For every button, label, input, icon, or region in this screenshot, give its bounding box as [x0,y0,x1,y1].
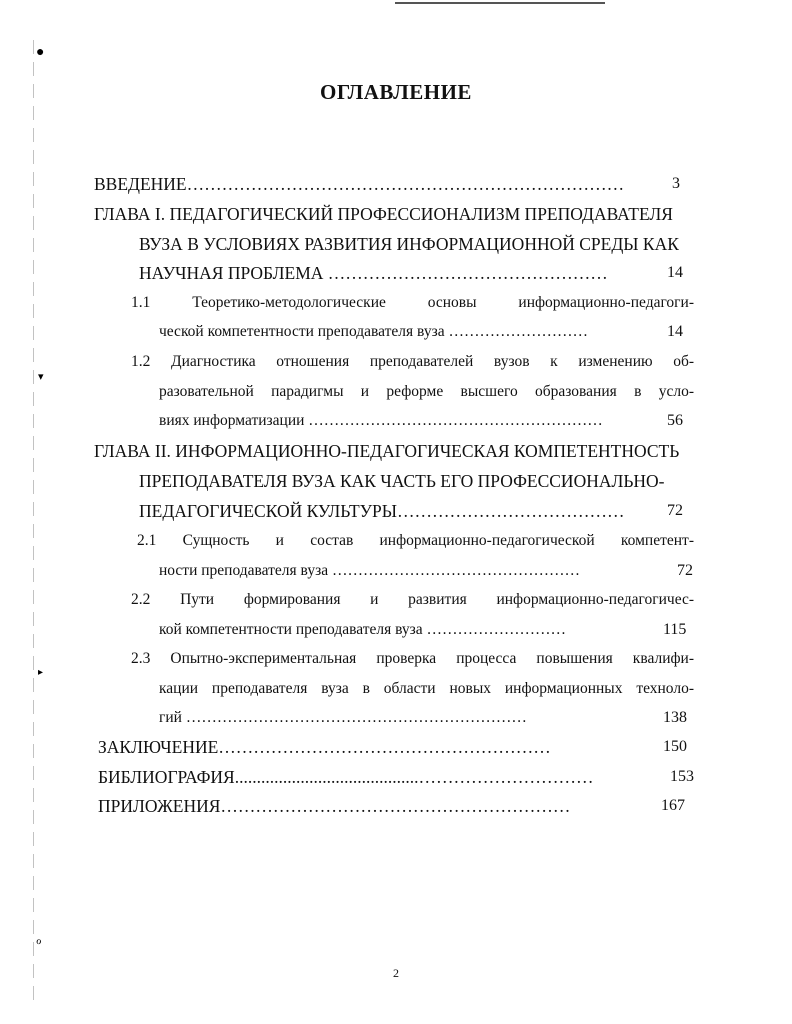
toc-section-1-2-line: разовательной парадигмы и реформе высшего образования в усло- [159,383,694,400]
toc-section-1-2-line [159,410,603,432]
toc-chapter-1-line: ГЛАВА I. ПЕДАГОГИЧЕСКИЙ ПРОФЕССИОНАЛИЗМ ПРЕПОДАВАТЕЛЯ [94,204,673,224]
scan-dot-mark: ℴ [36,933,42,947]
dot-leader: ..........................................………………………… [234,767,594,787]
toc-chapter-2-line: ПРЕПОДАВАТЕЛЯ ВУЗА КАК ЧАСТЬ ЕГО ПРОФЕССИОНАЛЬНО- [139,471,665,491]
dot-leader: ………………………………… [397,501,625,521]
footer-page-number: 2 [393,966,399,980]
toc-label: НАУЧНАЯ ПРОБЛЕМА [139,263,324,283]
dot-leader: ………………………………………………… [308,412,603,429]
toc-label: ПРИЛОЖЕНИЯ [98,796,221,816]
toc-section-2-2-line [159,619,566,641]
dot-leader: ……………………… [448,323,588,340]
dot-leader: ………………………………………………………………… [186,174,625,194]
toc-label: ческой компетентности преподавателя вуза [159,323,445,340]
toc-page-number: 14 [667,264,683,281]
toc-page-number: 14 [667,323,683,340]
toc-section-2-3-line [159,707,527,729]
toc-label: виях информатизации [159,412,305,429]
toc-page-number: 150 [663,738,687,755]
toc-section-2-1-line [159,560,580,582]
dot-leader: ………………………………………………… [218,737,551,757]
dot-leader: ………………………………………………………… [185,709,527,726]
toc-label: ЗАКЛЮЧЕНИЕ [98,737,219,757]
toc-section-2-2-line: 2.2 Пути формирования и развития информационно-педагогичес- [131,591,694,608]
dot-leader: …………………………………………………… [220,796,571,816]
page-title: ОГЛАВЛЕНИЕ [320,80,472,104]
toc-chapter-1-line [139,262,608,284]
toc-section-2-3-line: 2.3 Опытно-экспериментальная проверка процесса повышения квалифи- [131,650,694,667]
toc-section-2-1-line: 2.1 Сущность и состав информационно-педагогической компетент- [137,532,694,549]
toc-chapter-2-line: ГЛАВА II. ИНФОРМАЦИОННО-ПЕДАГОГИЧЕСКАЯ КОМПЕТЕНТНОСТЬ [94,441,680,461]
toc-label: кой компетентности преподавателя вуза [159,621,423,638]
toc-label: ВВЕДЕНИЕ [94,174,187,194]
toc-entry-bibliography [98,766,593,788]
toc-entry-intro [94,173,624,195]
toc-chapter-2-line [139,500,625,522]
toc-chapter-1-line: ВУЗА В УСЛОВИЯХ РАЗВИТИЯ ИНФОРМАЦИОННОЙ СРЕДЫ КАК [139,234,679,254]
dot-leader: ………………………………………… [327,263,608,283]
toc-section-1-2-line: 1.2 Диагностика отношения преподавателей вузов к изменению об- [131,353,694,370]
toc-page-number: 72 [677,562,693,579]
scan-dot-mark: ▸ [38,667,44,678]
toc-section-1-1-line [159,321,588,343]
toc-section-1-1-line: 1.1 Теоретико-методологические основы информационно-педагоги- [131,294,694,311]
toc-label: БИБЛИОГРАФИЯ [98,767,235,787]
toc-page-number: 167 [661,797,685,814]
toc-page-number: 56 [667,412,683,429]
dot-leader: ……………………… [426,621,567,638]
dot-leader: ………………………………………… [331,562,580,579]
toc-page-number: 115 [663,621,687,638]
toc-entry-conclusion [98,736,551,758]
toc-page-number: 138 [663,709,687,726]
toc-section-2-3-line: кации преподавателя вуза в области новых информационных техноло- [159,680,694,697]
toc-label: ности преподавателя вуза [159,562,329,579]
scan-margin-line [33,40,34,1000]
scan-dot-mark: ● [36,45,45,60]
scan-edge-line [395,2,605,4]
toc-page-number: 72 [667,502,683,519]
toc-page-number: 153 [670,768,694,785]
scan-dot-mark: ▾ [38,371,44,383]
toc-page-number: 3 [672,175,680,192]
toc-entry-appendix [98,795,570,817]
toc-label: гий [159,709,182,726]
toc-label: ПЕДАГОГИЧЕСКОЙ КУЛЬТУРЫ [139,501,398,521]
